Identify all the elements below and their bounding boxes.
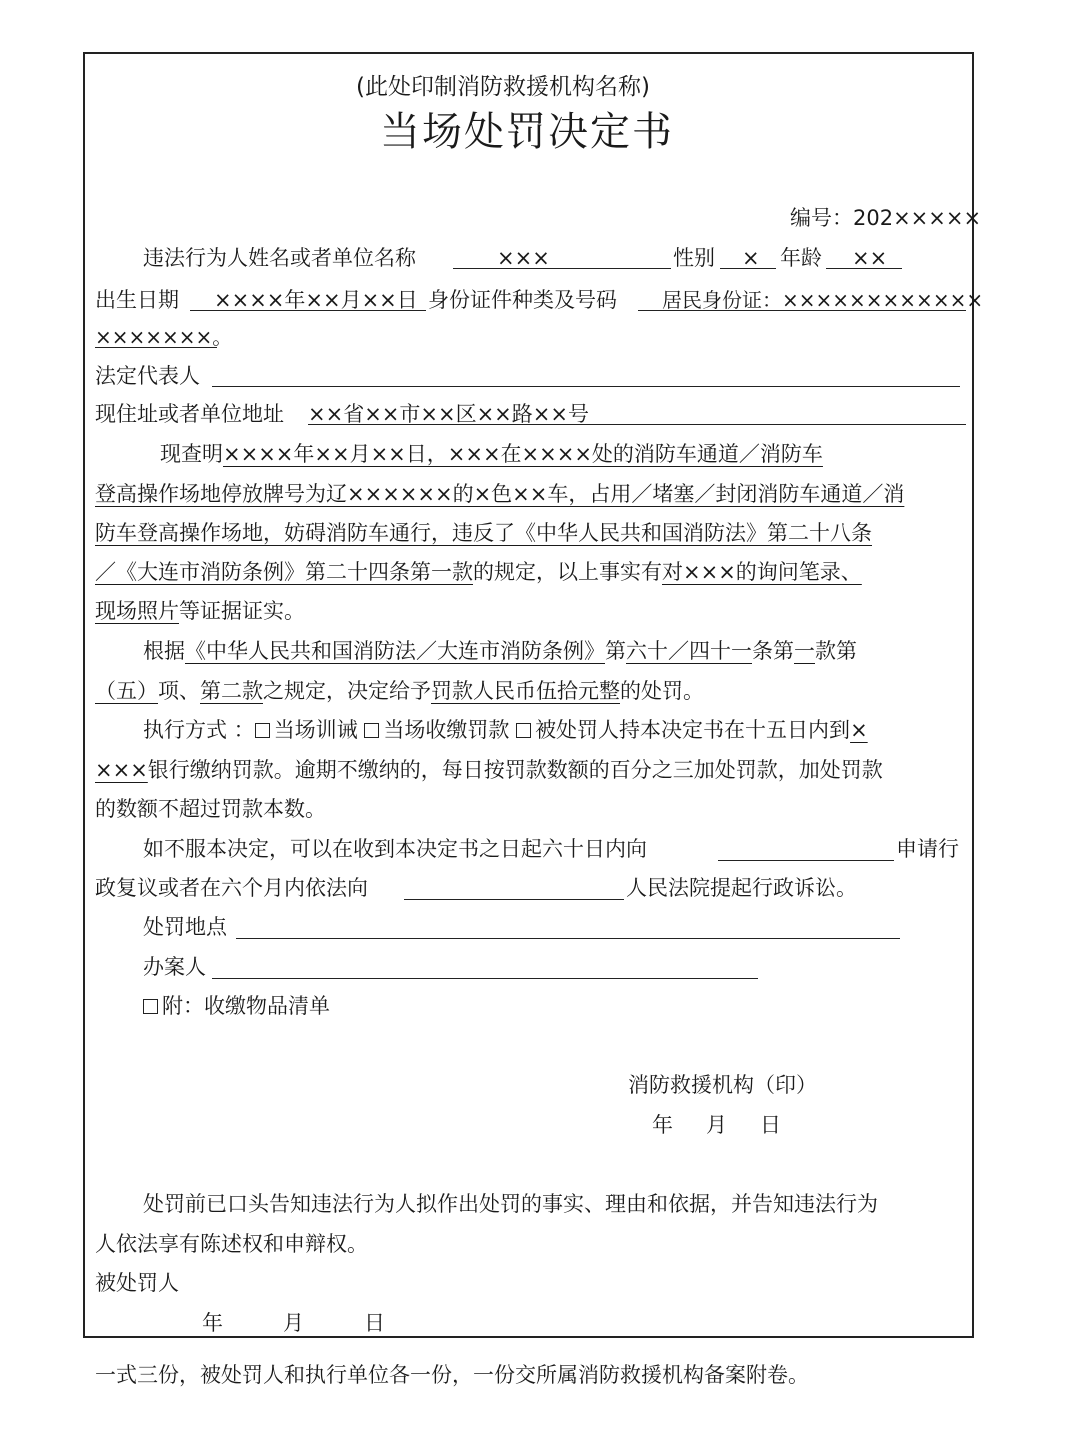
age-label: 年龄 bbox=[780, 246, 822, 270]
case-handler-label: 办案人 bbox=[143, 955, 206, 979]
basis-clause: 一 bbox=[794, 639, 815, 663]
address-label: 现住址或者单位地址 bbox=[95, 402, 284, 426]
evidence-value: 对×××的询问笔录、 bbox=[662, 560, 862, 584]
basis-text: 第 bbox=[605, 639, 626, 663]
option-bank-payment-label: 被处罚人持本决定书在十五日内到 bbox=[535, 718, 851, 742]
basis-text: 条第 bbox=[752, 639, 794, 663]
court-blank bbox=[404, 899, 624, 900]
gender-label: 性别 bbox=[673, 246, 715, 270]
bank-name-value-cont: ××× bbox=[95, 758, 148, 782]
seal-date: 年 月 日 bbox=[652, 1113, 787, 1137]
penalty-value: 罚款人民币伍拾元整 bbox=[431, 679, 620, 703]
appeal-text-2: 政复议或者在六个月内依法向 bbox=[95, 876, 368, 900]
facts-line-3: 防车登高操作场地，妨碍消防车通行，违反了《中华人民共和国消防法》第二十八条 bbox=[95, 521, 872, 545]
agency-seal-label: 消防救援机构（印） bbox=[628, 1073, 817, 1097]
basis-item: （五） bbox=[95, 679, 158, 703]
facts-line-4-mid: 的规定，以上事实有 bbox=[473, 560, 662, 584]
id-number-value-cont: ×××××××。 bbox=[95, 325, 233, 349]
execution-text-end: 的数额不超过罚款本数。 bbox=[95, 797, 326, 821]
id-number-value: 居民身份证：×××××××××××× bbox=[662, 288, 984, 312]
party-name-underline bbox=[453, 268, 671, 269]
appeal-text-2-end: 人民法院提起行政诉讼。 bbox=[626, 876, 857, 900]
id-type-label: 身份证件种类及号码 bbox=[428, 288, 617, 312]
checkbox-attachment[interactable] bbox=[143, 999, 158, 1014]
execution-text: 银行缴纳罚款。逾期不缴纳的，每日按罚款数额的百分之三加处罚款，加处罚款 bbox=[147, 758, 883, 782]
basis-text: 项、 bbox=[158, 679, 200, 703]
age-value: ×× bbox=[852, 246, 888, 270]
notice-text-2: 人依法享有陈述权和申辩权。 bbox=[95, 1232, 368, 1256]
notice-text-1: 处罚前已口头告知违法行为人拟作出处罚的事实、理由和依据，并告知违法行为 bbox=[143, 1192, 878, 1216]
evidence-value-cont: 现场照片 bbox=[95, 599, 179, 623]
checkbox-reprimand[interactable] bbox=[255, 723, 270, 738]
facts-line-1: ××××年××月××日，×××在××××处的消防车通道／消防车 bbox=[223, 442, 823, 466]
serial-number: 编号：202××××× bbox=[790, 206, 982, 230]
basis-article: 六十／四十一 bbox=[626, 639, 752, 663]
basis-paragraph: 第二款 bbox=[200, 679, 263, 703]
case-handler-blank bbox=[212, 978, 758, 979]
checkbox-bank-payment[interactable] bbox=[516, 723, 531, 738]
execution-label: 执行方式 ： bbox=[143, 718, 255, 742]
checkbox-collect-fine[interactable] bbox=[364, 723, 379, 738]
gender-value: × bbox=[742, 246, 760, 270]
penalized-person-label: 被处罚人 bbox=[95, 1271, 179, 1295]
basis-text: 之规定，决定给予 bbox=[263, 679, 431, 703]
party-name-label: 违法行为人姓名或者单位名称 bbox=[143, 246, 416, 270]
address-value: ××省××市××区××路××号 bbox=[308, 402, 589, 426]
basis-text: 根据 bbox=[143, 639, 185, 663]
facts-line-5-end: 等证据证实。 bbox=[179, 599, 305, 623]
appeal-text-1: 如不服本决定，可以在收到本决定书之日起六十日内向 bbox=[143, 837, 647, 861]
review-agency-blank bbox=[718, 860, 894, 861]
legal-representative-label: 法定代表人 bbox=[95, 364, 200, 388]
birth-date-label: 出生日期 bbox=[95, 288, 179, 312]
party-name-value: ××× bbox=[497, 246, 550, 270]
agency-name-placeholder: (此处印制消防救援机构名称) bbox=[356, 74, 650, 100]
basis-text: 的处罚。 bbox=[620, 679, 704, 703]
facts-line-4: ／《大连市消防条例》第二十四条第一款 bbox=[95, 560, 473, 584]
copies-note: 一式三份，被处罚人和执行单位各一份，一份交所属消防救援机构备案附卷。 bbox=[95, 1363, 809, 1387]
facts-prefix: 现查明 bbox=[160, 442, 223, 466]
penalty-place-blank bbox=[236, 938, 900, 939]
legal-representative-underline bbox=[212, 386, 960, 387]
attachment-label: 附：收缴物品清单 bbox=[162, 994, 330, 1018]
appeal-text-1-end: 申请行 bbox=[896, 837, 959, 861]
bank-name-value: × bbox=[850, 718, 868, 742]
penalty-place-label: 处罚地点 bbox=[143, 915, 227, 939]
option-collect-fine-label: 当场收缴罚款 bbox=[383, 718, 510, 742]
option-reprimand-label: 当场训诫 bbox=[273, 718, 358, 742]
basis-text: 款第 bbox=[815, 639, 857, 663]
facts-line-2: 登高操作场地停放牌号为辽××××××的×色××车，占用／堵塞／封闭消防车通道／消 bbox=[95, 482, 905, 506]
penalized-date: 年 月 日 bbox=[202, 1311, 391, 1335]
birth-date-value: ××××年××月××日 bbox=[214, 288, 418, 312]
document-title: 当场处罚决定书 bbox=[380, 109, 674, 155]
basis-law: 《中华人民共和国消防法／大连市消防条例》 bbox=[185, 639, 605, 663]
